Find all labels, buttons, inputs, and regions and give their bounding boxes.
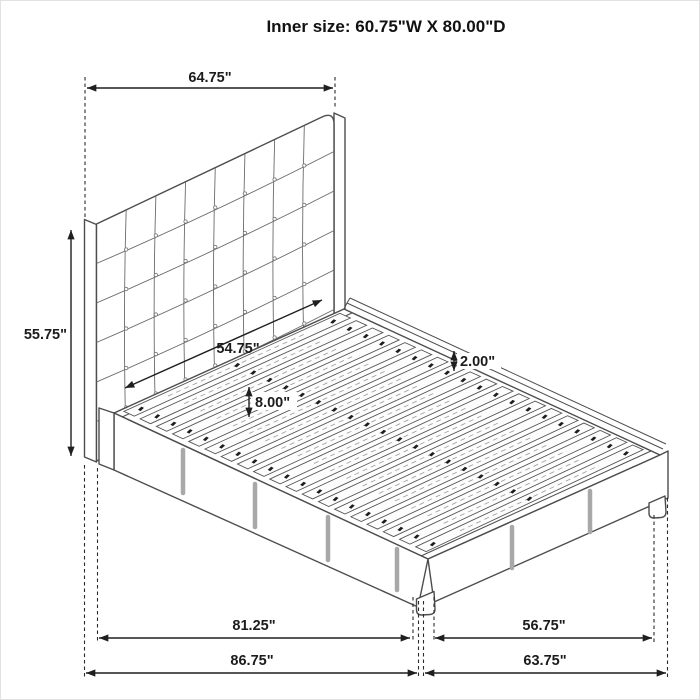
- tuft-button: [303, 203, 306, 206]
- page-title: Inner size: 60.75"W X 80.00"D: [266, 17, 506, 36]
- tuft-button: [154, 313, 157, 316]
- dim-platform-length-outer-label: 86.75": [230, 653, 274, 669]
- dim-headboard-width: [87, 70, 333, 88]
- tuft-button: [184, 299, 187, 302]
- tuft-button: [154, 234, 157, 237]
- dim-foot-section-inner-label: 56.75": [522, 618, 566, 634]
- dim-foot-section-outer: [425, 653, 666, 673]
- tuft-button: [303, 164, 306, 167]
- dim-headboard-width-label: 64.75": [188, 70, 232, 86]
- dim-headboard-height: [24, 230, 71, 456]
- tuft-button: [243, 231, 246, 234]
- tuft-button: [273, 336, 276, 339]
- dim-headboard-inner-width-label: 54.75": [216, 341, 260, 357]
- tuft-button: [243, 192, 246, 195]
- side-rail-end-cap: [99, 408, 114, 470]
- dim-platform-length-inner: [99, 618, 410, 638]
- tuft-button: [124, 327, 127, 330]
- tuft-button: [154, 352, 157, 355]
- tuft-button: [214, 324, 217, 327]
- tuft-button: [303, 243, 306, 246]
- tuft-button: [184, 338, 187, 341]
- dim-slat-rail-offset-label: 2.00": [460, 354, 496, 370]
- bed-dimension-diagram: [1, 1, 700, 700]
- tuft-button: [184, 220, 187, 223]
- tuft-button: [124, 366, 127, 369]
- dim-slat-rail-offset: [454, 351, 501, 371]
- dim-platform-length-inner-label: 81.25": [232, 618, 276, 634]
- tuft-button: [154, 273, 157, 276]
- tuft-button: [214, 206, 217, 209]
- tuft-button: [273, 217, 276, 220]
- dim-headboard-height-label: 55.75": [23, 327, 67, 343]
- tuft-button: [214, 285, 217, 288]
- dim-foot-section-inner: [435, 618, 652, 638]
- tuft-button: [124, 248, 127, 251]
- tuft-button: [273, 296, 276, 299]
- tuft-button: [214, 245, 217, 248]
- tuft-button: [273, 257, 276, 260]
- dim-platform-length-outer: [86, 653, 417, 673]
- dim-foot-section-outer-label: 63.75": [523, 653, 567, 669]
- tuft-button: [243, 271, 246, 274]
- tuft-button: [303, 282, 306, 285]
- tuft-button: [303, 322, 306, 325]
- tuft-button: [184, 259, 187, 262]
- dim-slat-spacing-label: 8.00": [255, 395, 291, 411]
- headboard-left-edge: [85, 220, 97, 463]
- tuft-button: [273, 178, 276, 181]
- tuft-button: [243, 310, 246, 313]
- tuft-button: [124, 287, 127, 290]
